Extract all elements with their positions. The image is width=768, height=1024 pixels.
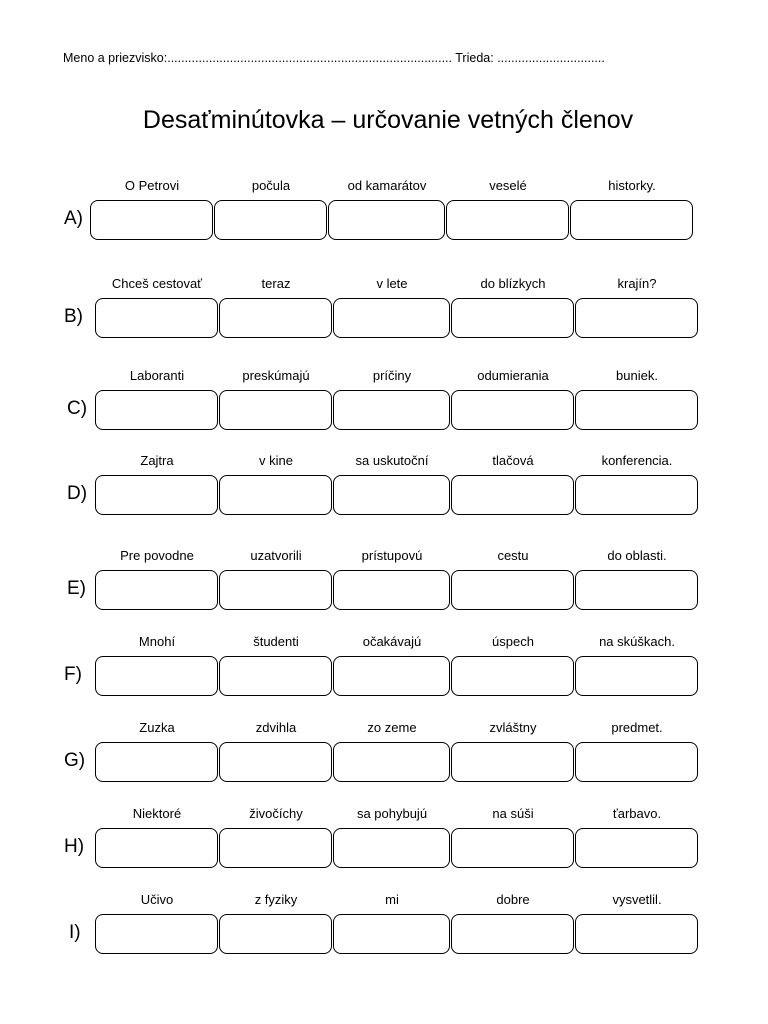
exercise-row bbox=[0, 276, 768, 356]
sentence-word: sa pohybujú bbox=[356, 806, 428, 821]
answer-box[interactable] bbox=[451, 570, 574, 610]
sentence-word: do blízkych bbox=[480, 276, 546, 291]
sentence-word: študenti bbox=[253, 634, 299, 649]
answer-box[interactable] bbox=[446, 200, 569, 240]
answer-box[interactable] bbox=[575, 656, 698, 696]
answer-box[interactable] bbox=[451, 390, 574, 430]
answer-box[interactable] bbox=[575, 828, 698, 868]
sentence-word: historky. bbox=[608, 178, 656, 193]
answer-box[interactable] bbox=[575, 390, 698, 430]
sentence-word: prístupovú bbox=[361, 548, 423, 563]
sentence-word: sa uskutoční bbox=[355, 453, 429, 468]
row-letter: A) bbox=[64, 208, 83, 229]
sentence-word: úspech bbox=[492, 634, 534, 649]
sentence-word: živočíchy bbox=[249, 806, 303, 821]
sentence-word: krajín? bbox=[617, 276, 657, 291]
answer-box[interactable] bbox=[333, 742, 450, 782]
answer-box[interactable] bbox=[328, 200, 445, 240]
sentence-word: Niektoré bbox=[132, 806, 182, 821]
answer-box[interactable] bbox=[95, 656, 218, 696]
answer-box[interactable] bbox=[451, 742, 574, 782]
sentence-word: Zuzka bbox=[139, 720, 175, 735]
answer-box[interactable] bbox=[90, 200, 213, 240]
answer-box[interactable] bbox=[575, 298, 698, 338]
answer-box[interactable] bbox=[451, 475, 574, 515]
sentence-word: zdvihla bbox=[255, 720, 297, 735]
sentence-word: uzatvorili bbox=[250, 548, 302, 563]
row-letter: I) bbox=[69, 922, 81, 943]
row-letter: E) bbox=[67, 578, 86, 599]
class-label: Trieda: bbox=[455, 51, 494, 65]
sentence-word: z fyziky bbox=[254, 892, 298, 907]
exercise-row bbox=[0, 453, 768, 533]
sentence-word: tlačová bbox=[492, 453, 534, 468]
sentence-word: vysvetlil. bbox=[612, 892, 662, 907]
sentence-word: preskúmajú bbox=[242, 368, 310, 383]
answer-box[interactable] bbox=[219, 656, 332, 696]
sentence-word: príčiny bbox=[372, 368, 412, 383]
answer-box[interactable] bbox=[333, 656, 450, 696]
answer-box[interactable] bbox=[333, 390, 450, 430]
sentence-word: mi bbox=[385, 892, 399, 907]
sentence-word: v lete bbox=[376, 276, 408, 291]
sentence-word: od kamarátov bbox=[347, 178, 427, 193]
sentence-word: zo zeme bbox=[367, 720, 417, 735]
sentence-word: Laboranti bbox=[129, 368, 185, 383]
answer-box[interactable] bbox=[333, 298, 450, 338]
exercise-row bbox=[0, 548, 768, 628]
answer-box[interactable] bbox=[95, 742, 218, 782]
sentence-word: do oblasti. bbox=[607, 548, 667, 563]
row-letter: G) bbox=[64, 750, 86, 771]
name-label: Meno a priezvisko: bbox=[63, 51, 168, 65]
answer-box[interactable] bbox=[575, 914, 698, 954]
answer-box[interactable] bbox=[219, 475, 332, 515]
exercise-row bbox=[0, 892, 768, 972]
answer-box[interactable] bbox=[333, 570, 450, 610]
answer-box[interactable] bbox=[219, 298, 332, 338]
answer-box[interactable] bbox=[95, 914, 218, 954]
header-line bbox=[63, 51, 605, 65]
exercise-row bbox=[0, 634, 768, 714]
sentence-word: očakávajú bbox=[362, 634, 422, 649]
row-letter: F) bbox=[64, 664, 82, 685]
answer-box[interactable] bbox=[95, 570, 218, 610]
answer-box[interactable] bbox=[95, 475, 218, 515]
sentence-word: veselé bbox=[489, 178, 527, 193]
answer-box[interactable] bbox=[575, 475, 698, 515]
answer-box[interactable] bbox=[219, 742, 332, 782]
sentence-word: teraz bbox=[261, 276, 291, 291]
row-letter: H) bbox=[64, 836, 85, 857]
sentence-word: Učivo bbox=[140, 892, 174, 907]
class-dots[interactable]: ............................... bbox=[497, 51, 605, 65]
sentence-word: konferencia. bbox=[601, 453, 673, 468]
exercise-row bbox=[0, 806, 768, 886]
answer-box[interactable] bbox=[219, 390, 332, 430]
row-letter: D) bbox=[67, 483, 88, 504]
answer-box[interactable] bbox=[333, 475, 450, 515]
sentence-word: cestu bbox=[497, 548, 529, 563]
answer-box[interactable] bbox=[451, 828, 574, 868]
sentence-word: Zajtra bbox=[140, 453, 174, 468]
sentence-word: dobre bbox=[496, 892, 530, 907]
answer-box[interactable] bbox=[575, 570, 698, 610]
answer-box[interactable] bbox=[219, 828, 332, 868]
answer-box[interactable] bbox=[570, 200, 693, 240]
sentence-word: ťarbavo. bbox=[612, 806, 662, 821]
sentence-word: na skúškach. bbox=[599, 634, 675, 649]
sentence-word: Mnohí bbox=[138, 634, 176, 649]
answer-box[interactable] bbox=[333, 828, 450, 868]
exercise-row bbox=[0, 720, 768, 800]
answer-box[interactable] bbox=[95, 828, 218, 868]
answer-box[interactable] bbox=[451, 656, 574, 696]
sentence-word: zvláštny bbox=[489, 720, 537, 735]
sentence-word: v kine bbox=[259, 453, 293, 468]
sentence-word: odumierania bbox=[477, 368, 549, 383]
answer-box[interactable] bbox=[95, 298, 218, 338]
answer-box[interactable] bbox=[451, 914, 574, 954]
sentence-word: Pre povodne bbox=[120, 548, 194, 563]
answer-box[interactable] bbox=[95, 390, 218, 430]
answer-box[interactable] bbox=[333, 914, 450, 954]
answer-box[interactable] bbox=[214, 200, 327, 240]
sentence-word: O Petrovi bbox=[124, 178, 180, 193]
answer-box[interactable] bbox=[219, 570, 332, 610]
sentence-word: Chceš cestovať bbox=[111, 276, 203, 291]
sentence-word: predmet. bbox=[611, 720, 663, 735]
exercise-row bbox=[0, 178, 768, 258]
sentence-word: počula bbox=[251, 178, 291, 193]
sentence-word: buniek. bbox=[616, 368, 658, 383]
answer-box[interactable] bbox=[219, 914, 332, 954]
answer-box[interactable] bbox=[575, 742, 698, 782]
row-letter: B) bbox=[64, 306, 83, 327]
name-dots[interactable]: .................................................................................. bbox=[167, 51, 452, 65]
answer-box[interactable] bbox=[451, 298, 574, 338]
row-letter: C) bbox=[67, 398, 88, 419]
exercise-row bbox=[0, 368, 768, 448]
page-title: Desaťminútovka – určovanie vetných členov bbox=[142, 106, 634, 134]
sentence-word: na súši bbox=[492, 806, 534, 821]
